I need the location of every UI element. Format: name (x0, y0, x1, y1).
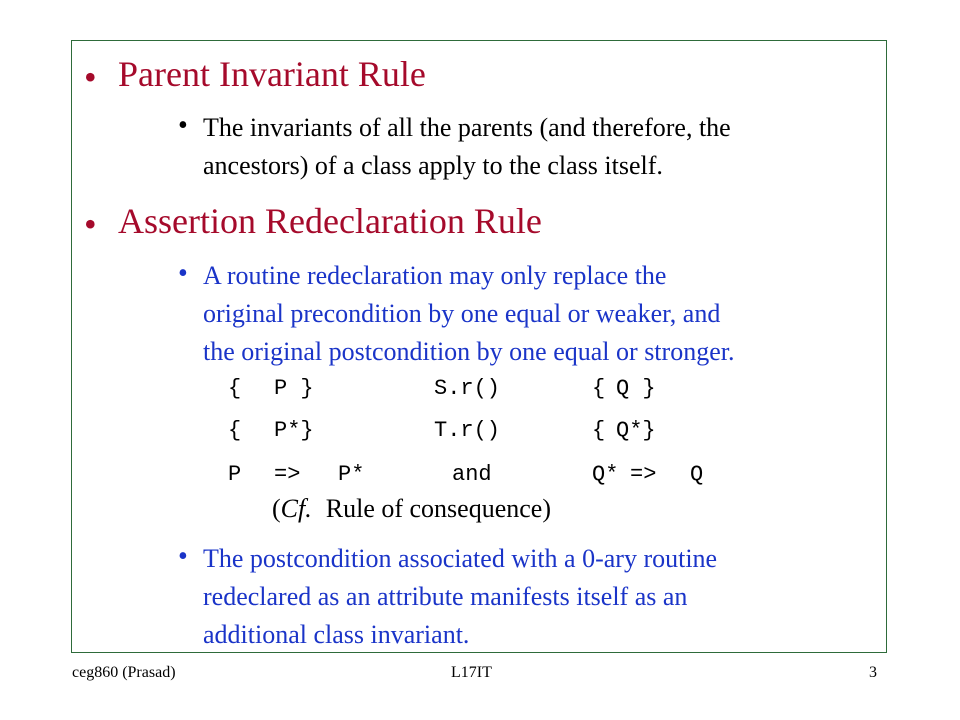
code-token: P (228, 462, 242, 487)
code-token: Q (690, 462, 704, 487)
footer-lecture-id: L17IT (451, 664, 492, 681)
code-token: Q* (592, 462, 619, 487)
code-token: => (274, 462, 301, 487)
postcondition-text-line2: redeclared as an attribute manifests itself as an (203, 582, 688, 611)
cf-text: Rule of consequence) (325, 494, 551, 523)
sub-bullet-marker: • (178, 541, 188, 572)
sub-bullet-marker: • (178, 258, 188, 289)
redeclaration-text-line2: original precondition by one equal or weaker, and (203, 299, 721, 328)
parent-invariant-text-line1: The invariants of all the parents (and therefore, the (203, 113, 731, 142)
heading-assertion-redeclaration-rule: Assertion Redeclaration Rule (118, 201, 542, 241)
code-token: { (228, 418, 242, 443)
code-token: => (630, 462, 657, 487)
postcondition-text-line3: additional class invariant. (203, 620, 470, 649)
redeclaration-text-line3: the original postcondition by one equal or stronger. (203, 337, 735, 366)
cf-open-paren: ( (272, 494, 281, 523)
parent-invariant-text-line2: ancestors) of a class apply to the class itself. (203, 151, 663, 180)
cf-abbrev: Cf. (280, 494, 312, 523)
bullet-marker: • (84, 204, 97, 244)
footer-page-number: 3 (869, 664, 877, 681)
bullet-marker: • (84, 57, 97, 97)
code-token: { (592, 376, 606, 401)
redeclaration-text-line1: A routine redeclaration may only replace the (203, 261, 667, 290)
code-token: T.r() (434, 418, 501, 443)
code-token: S.r() (434, 376, 501, 401)
code-token: { (228, 376, 242, 401)
code-token: Q*} (616, 418, 656, 443)
code-token: { (592, 418, 606, 443)
code-token: P } (274, 376, 314, 401)
footer-author: ceg860 (Prasad) (72, 664, 176, 681)
code-token: P*} (274, 418, 314, 443)
heading-parent-invariant-rule: Parent Invariant Rule (118, 54, 426, 94)
sub-bullet-marker: • (178, 110, 188, 141)
code-token: P* (338, 462, 365, 487)
cf-rule-of-consequence (272, 490, 551, 528)
postcondition-text-line1: The postcondition associated with a 0-ary routine (203, 544, 718, 573)
code-token: and (452, 462, 492, 487)
code-token: Q } (616, 376, 656, 401)
